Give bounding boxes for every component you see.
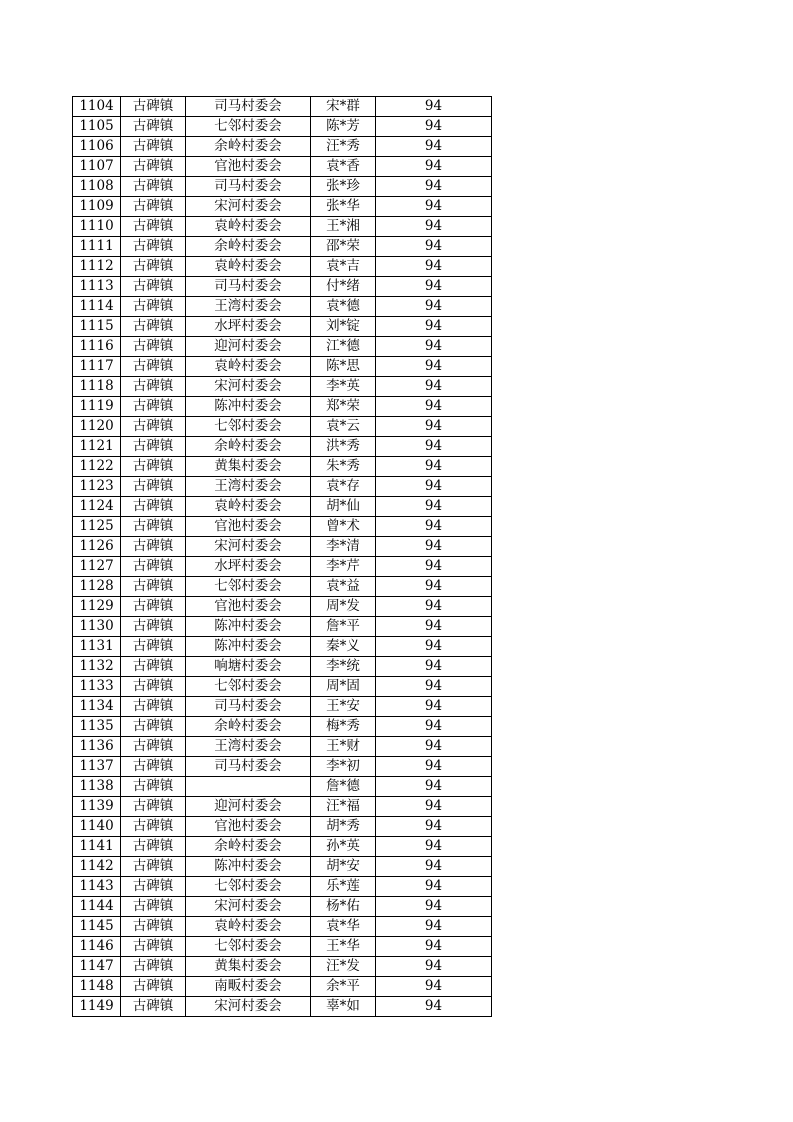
person-name-cell: 周*固 [311,677,376,697]
village-committee-cell: 官池村委会 [186,817,311,837]
town-cell: 古碑镇 [121,877,186,897]
row-number-cell: 1113 [73,277,121,297]
person-name-cell: 秦*义 [311,637,376,657]
town-cell: 古碑镇 [121,597,186,617]
village-committee-cell: 王湾村委会 [186,297,311,317]
table-row [73,617,492,637]
person-name-cell: 李*初 [311,757,376,777]
village-committee-cell: 司马村委会 [186,177,311,197]
row-number-cell: 1107 [73,157,121,177]
person-name-cell: 宋*群 [311,97,376,117]
town-cell: 古碑镇 [121,557,186,577]
score-cell: 94 [376,337,492,357]
table-row [73,537,492,557]
table-row [73,317,492,337]
row-number-cell: 1143 [73,877,121,897]
town-cell: 古碑镇 [121,857,186,877]
person-name-cell: 袁*吉 [311,257,376,277]
score-cell: 94 [376,657,492,677]
row-number-cell: 1133 [73,677,121,697]
row-number-cell: 1115 [73,317,121,337]
score-cell: 94 [376,477,492,497]
village-committee-cell: 袁岭村委会 [186,497,311,517]
table-row [73,957,492,977]
village-committee-cell: 余岭村委会 [186,137,311,157]
row-number-cell: 1146 [73,937,121,957]
row-number-cell: 1142 [73,857,121,877]
person-name-cell: 曾*术 [311,517,376,537]
table-row [73,277,492,297]
row-number-cell: 1123 [73,477,121,497]
town-cell: 古碑镇 [121,617,186,637]
row-number-cell: 1105 [73,117,121,137]
village-committee-cell: 陈冲村委会 [186,397,311,417]
table-row [73,597,492,617]
town-cell: 古碑镇 [121,357,186,377]
table-row [73,97,492,117]
village-committee-cell: 余岭村委会 [186,717,311,737]
town-cell: 古碑镇 [121,797,186,817]
town-cell: 古碑镇 [121,897,186,917]
town-cell: 古碑镇 [121,297,186,317]
town-cell: 古碑镇 [121,497,186,517]
town-cell: 古碑镇 [121,457,186,477]
score-cell: 94 [376,137,492,157]
row-number-cell: 1149 [73,997,121,1017]
village-committee-cell: 黄集村委会 [186,457,311,477]
town-cell: 古碑镇 [121,757,186,777]
town-cell: 古碑镇 [121,957,186,977]
row-number-cell: 1118 [73,377,121,397]
row-number-cell: 1144 [73,897,121,917]
village-committee-cell: 响塘村委会 [186,657,311,677]
town-cell: 古碑镇 [121,157,186,177]
person-name-cell: 陈*思 [311,357,376,377]
row-number-cell: 1124 [73,497,121,517]
town-cell: 古碑镇 [121,397,186,417]
table-row [73,257,492,277]
table-row [73,737,492,757]
table-row [73,697,492,717]
person-name-cell: 余*平 [311,977,376,997]
person-name-cell: 洪*秀 [311,437,376,457]
table-row [73,497,492,517]
person-name-cell: 王*安 [311,697,376,717]
village-committee-cell: 袁岭村委会 [186,917,311,937]
roster-table [72,96,492,1017]
table-row [73,157,492,177]
table-row [73,897,492,917]
village-committee-cell: 余岭村委会 [186,837,311,857]
table-row [73,357,492,377]
town-cell: 古碑镇 [121,537,186,557]
score-cell: 94 [376,157,492,177]
village-committee-cell: 南畈村委会 [186,977,311,997]
score-cell: 94 [376,317,492,337]
person-name-cell: 汪*发 [311,957,376,977]
person-name-cell: 袁*存 [311,477,376,497]
table-row [73,117,492,137]
score-cell: 94 [376,977,492,997]
row-number-cell: 1147 [73,957,121,977]
town-cell: 古碑镇 [121,997,186,1017]
person-name-cell: 梅*秀 [311,717,376,737]
person-name-cell: 汪*福 [311,797,376,817]
row-number-cell: 1128 [73,577,121,597]
village-committee-cell: 陈冲村委会 [186,857,311,877]
person-name-cell: 汪*秀 [311,137,376,157]
table-row [73,777,492,797]
row-number-cell: 1131 [73,637,121,657]
score-cell: 94 [376,817,492,837]
person-name-cell: 胡*安 [311,857,376,877]
village-committee-cell: 黄集村委会 [186,957,311,977]
village-committee-cell: 袁岭村委会 [186,217,311,237]
town-cell: 古碑镇 [121,777,186,797]
table-row [73,477,492,497]
score-cell: 94 [376,237,492,257]
person-name-cell: 王*湘 [311,217,376,237]
person-name-cell: 孙*英 [311,837,376,857]
table-row [73,577,492,597]
village-committee-cell: 陈冲村委会 [186,617,311,637]
village-committee-cell: 七邻村委会 [186,117,311,137]
table-row [73,677,492,697]
score-cell: 94 [376,577,492,597]
row-number-cell: 1111 [73,237,121,257]
table-row [73,837,492,857]
village-committee-cell: 司马村委会 [186,757,311,777]
person-name-cell: 詹*平 [311,617,376,637]
table-row [73,217,492,237]
village-committee-cell: 司马村委会 [186,277,311,297]
person-name-cell: 胡*仙 [311,497,376,517]
town-cell: 古碑镇 [121,657,186,677]
score-cell: 94 [376,697,492,717]
town-cell: 古碑镇 [121,217,186,237]
person-name-cell: 辜*如 [311,997,376,1017]
person-name-cell: 袁*华 [311,917,376,937]
village-committee-cell: 陈冲村委会 [186,637,311,657]
table-row [73,757,492,777]
score-cell: 94 [376,857,492,877]
score-cell: 94 [376,417,492,437]
village-committee-cell: 司马村委会 [186,697,311,717]
village-committee-cell: 七邻村委会 [186,677,311,697]
score-cell: 94 [376,757,492,777]
table-row [73,977,492,997]
village-committee-cell: 袁岭村委会 [186,357,311,377]
row-number-cell: 1122 [73,457,121,477]
row-number-cell: 1130 [73,617,121,637]
town-cell: 古碑镇 [121,697,186,717]
town-cell: 古碑镇 [121,737,186,757]
town-cell: 古碑镇 [121,337,186,357]
row-number-cell: 1136 [73,737,121,757]
table-row [73,337,492,357]
table-row [73,717,492,737]
row-number-cell: 1119 [73,397,121,417]
table-row [73,917,492,937]
village-committee-cell: 官池村委会 [186,597,311,617]
score-cell: 94 [376,997,492,1017]
score-cell: 94 [376,677,492,697]
row-number-cell: 1138 [73,777,121,797]
table-row [73,377,492,397]
table-row [73,397,492,417]
village-committee-cell: 官池村委会 [186,157,311,177]
score-cell: 94 [376,737,492,757]
person-name-cell: 朱*秀 [311,457,376,477]
town-cell: 古碑镇 [121,237,186,257]
town-cell: 古碑镇 [121,277,186,297]
town-cell: 古碑镇 [121,477,186,497]
score-cell: 94 [376,637,492,657]
village-committee-cell: 司马村委会 [186,97,311,117]
score-cell: 94 [376,297,492,317]
town-cell: 古碑镇 [121,177,186,197]
village-committee-cell: 迎河村委会 [186,337,311,357]
row-number-cell: 1114 [73,297,121,317]
score-cell: 94 [376,837,492,857]
row-number-cell: 1127 [73,557,121,577]
village-committee-cell: 宋河村委会 [186,897,311,917]
village-committee-cell: 七邻村委会 [186,937,311,957]
row-number-cell: 1134 [73,697,121,717]
score-cell: 94 [376,357,492,377]
row-number-cell: 1110 [73,217,121,237]
table-row [73,877,492,897]
town-cell: 古碑镇 [121,717,186,737]
town-cell: 古碑镇 [121,677,186,697]
score-cell: 94 [376,277,492,297]
row-number-cell: 1120 [73,417,121,437]
village-committee-cell: 宋河村委会 [186,537,311,557]
village-committee-cell: 宋河村委会 [186,197,311,217]
score-cell: 94 [376,877,492,897]
person-name-cell: 杨*佑 [311,897,376,917]
table-row [73,517,492,537]
person-name-cell: 乐*莲 [311,877,376,897]
town-cell: 古碑镇 [121,437,186,457]
village-committee-cell: 水坪村委会 [186,317,311,337]
town-cell: 古碑镇 [121,137,186,157]
score-cell: 94 [376,177,492,197]
table-row [73,197,492,217]
town-cell: 古碑镇 [121,837,186,857]
row-number-cell: 1104 [73,97,121,117]
table-row [73,437,492,457]
town-cell: 古碑镇 [121,917,186,937]
town-cell: 古碑镇 [121,977,186,997]
person-name-cell: 袁*德 [311,297,376,317]
score-cell: 94 [376,797,492,817]
score-cell: 94 [376,957,492,977]
roster-table-body [73,97,492,1017]
village-committee-cell: 余岭村委会 [186,237,311,257]
village-committee-cell: 水坪村委会 [186,557,311,577]
row-number-cell: 1135 [73,717,121,737]
table-row [73,457,492,477]
village-committee-cell: 七邻村委会 [186,417,311,437]
table-row [73,817,492,837]
person-name-cell: 李*清 [311,537,376,557]
town-cell: 古碑镇 [121,417,186,437]
score-cell: 94 [376,257,492,277]
row-number-cell: 1121 [73,437,121,457]
table-row [73,417,492,437]
person-name-cell: 周*发 [311,597,376,617]
score-cell: 94 [376,97,492,117]
row-number-cell: 1109 [73,197,121,217]
table-row [73,297,492,317]
town-cell: 古碑镇 [121,637,186,657]
score-cell: 94 [376,937,492,957]
row-number-cell: 1108 [73,177,121,197]
table-row [73,637,492,657]
village-committee-cell: 七邻村委会 [186,577,311,597]
village-committee-cell: 余岭村委会 [186,437,311,457]
row-number-cell: 1139 [73,797,121,817]
person-name-cell: 刘*锭 [311,317,376,337]
score-cell: 94 [376,717,492,737]
score-cell: 94 [376,497,492,517]
score-cell: 94 [376,917,492,937]
row-number-cell: 1132 [73,657,121,677]
score-cell: 94 [376,537,492,557]
person-name-cell: 胡*秀 [311,817,376,837]
table-row [73,177,492,197]
person-name-cell: 詹*德 [311,777,376,797]
table-row [73,857,492,877]
person-name-cell: 李*英 [311,377,376,397]
row-number-cell: 1148 [73,977,121,997]
town-cell: 古碑镇 [121,517,186,537]
row-number-cell: 1137 [73,757,121,777]
row-number-cell: 1116 [73,337,121,357]
village-committee-cell: 七邻村委会 [186,877,311,897]
row-number-cell: 1125 [73,517,121,537]
row-number-cell: 1145 [73,917,121,937]
row-number-cell: 1117 [73,357,121,377]
person-name-cell: 李*芹 [311,557,376,577]
town-cell: 古碑镇 [121,257,186,277]
person-name-cell: 张*华 [311,197,376,217]
score-cell: 94 [376,457,492,477]
town-cell: 古碑镇 [121,317,186,337]
row-number-cell: 1141 [73,837,121,857]
score-cell: 94 [376,557,492,577]
town-cell: 古碑镇 [121,117,186,137]
town-cell: 古碑镇 [121,577,186,597]
town-cell: 古碑镇 [121,937,186,957]
score-cell: 94 [376,217,492,237]
table-row [73,937,492,957]
row-number-cell: 1112 [73,257,121,277]
person-name-cell: 袁*益 [311,577,376,597]
town-cell: 古碑镇 [121,377,186,397]
town-cell: 古碑镇 [121,817,186,837]
town-cell: 古碑镇 [121,197,186,217]
person-name-cell: 郑*荣 [311,397,376,417]
score-cell: 94 [376,777,492,797]
score-cell: 94 [376,617,492,637]
town-cell: 古碑镇 [121,97,186,117]
village-committee-cell: 王湾村委会 [186,477,311,497]
score-cell: 94 [376,517,492,537]
table-row [73,657,492,677]
person-name-cell: 付*绪 [311,277,376,297]
person-name-cell: 李*统 [311,657,376,677]
village-committee-cell: 袁岭村委会 [186,257,311,277]
village-committee-cell: 迎河村委会 [186,797,311,817]
person-name-cell: 江*德 [311,337,376,357]
person-name-cell: 张*珍 [311,177,376,197]
score-cell: 94 [376,117,492,137]
row-number-cell: 1126 [73,537,121,557]
table-row [73,237,492,257]
score-cell: 94 [376,437,492,457]
person-name-cell: 陈*芳 [311,117,376,137]
table-row [73,797,492,817]
village-committee-cell: 宋河村委会 [186,997,311,1017]
score-cell: 94 [376,897,492,917]
score-cell: 94 [376,197,492,217]
village-committee-cell: 官池村委会 [186,517,311,537]
person-name-cell: 王*华 [311,937,376,957]
village-committee-cell [186,777,311,797]
person-name-cell: 袁*云 [311,417,376,437]
row-number-cell: 1140 [73,817,121,837]
table-row [73,557,492,577]
village-committee-cell: 宋河村委会 [186,377,311,397]
person-name-cell: 袁*香 [311,157,376,177]
score-cell: 94 [376,597,492,617]
village-committee-cell: 王湾村委会 [186,737,311,757]
table-row [73,137,492,157]
person-name-cell: 王*财 [311,737,376,757]
score-cell: 94 [376,377,492,397]
row-number-cell: 1106 [73,137,121,157]
score-cell: 94 [376,397,492,417]
table-row [73,997,492,1017]
row-number-cell: 1129 [73,597,121,617]
person-name-cell: 邵*荣 [311,237,376,257]
